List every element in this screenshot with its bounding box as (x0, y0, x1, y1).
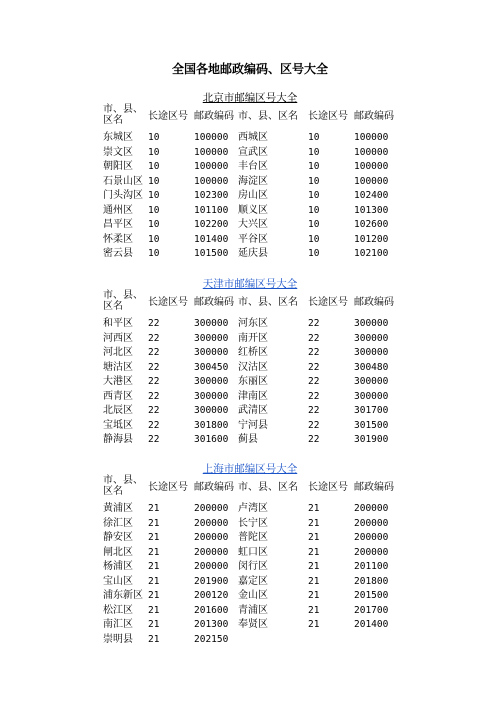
area-code: 21 (308, 517, 320, 529)
postal-code: 201500 (354, 590, 389, 601)
place-name: 延庆县 (238, 248, 268, 259)
header-postal-code-right: 邮政编码 (354, 111, 394, 122)
place-name: 丰台区 (238, 161, 268, 172)
header-place: 市、县、区名 (103, 290, 143, 312)
area-code: 21 (148, 503, 160, 514)
area-code: 10 (148, 190, 160, 201)
area-code: 21 (308, 590, 320, 601)
area-code: 21 (308, 503, 320, 514)
area-code: 22 (148, 419, 160, 431)
header-postal-code: 邮政编码 (194, 111, 234, 122)
place-name: 大港区 (103, 376, 133, 387)
postal-code: 101300 (354, 204, 389, 216)
postal-code: 300000 (194, 405, 229, 416)
postal-code: 201900 (194, 575, 229, 587)
place-name: 青浦区 (238, 604, 268, 616)
area-code: 21 (308, 575, 320, 587)
place-name: 嘉定区 (238, 575, 268, 587)
postal-code: 102600 (354, 219, 389, 230)
place-name: 蓟县 (238, 434, 258, 445)
area-code: 21 (148, 546, 160, 558)
place-name: 东丽区 (238, 376, 268, 387)
place-name: 石景山区 (103, 175, 143, 187)
area-code: 22 (308, 434, 320, 445)
postal-code: 201700 (354, 604, 389, 616)
area-code: 21 (308, 561, 320, 572)
place-name: 黄浦区 (103, 503, 133, 514)
place-name: 汉沽区 (238, 361, 268, 373)
header-postal-code: 邮政编码 (194, 482, 234, 493)
header-area-code-right: 长途区号 (308, 297, 348, 308)
section-title-shanghai[interactable]: 上海市邮编区号大全 (202, 463, 298, 475)
place-name: 宝坻区 (103, 419, 133, 431)
postal-code: 100000 (354, 161, 389, 172)
header-area-code-right: 长途区号 (308, 482, 348, 493)
area-code: 22 (308, 318, 320, 329)
area-code: 10 (308, 204, 320, 216)
area-code: 22 (148, 434, 160, 445)
area-code: 22 (308, 347, 320, 358)
postal-code: 202150 (194, 633, 229, 645)
area-code: 22 (308, 332, 320, 344)
place-name: 顺义区 (238, 204, 268, 216)
postal-code: 101400 (194, 233, 229, 245)
place-name: 浦东新区 (103, 590, 143, 601)
header-area-code-right: 长途区号 (308, 111, 348, 122)
place-name: 崇文区 (103, 146, 133, 158)
postal-code: 200000 (354, 503, 389, 514)
area-code: 22 (148, 318, 160, 329)
place-name: 塘沽区 (103, 361, 133, 373)
postal-code: 101500 (194, 248, 229, 259)
place-name: 朝阳区 (103, 161, 133, 172)
postal-code: 300000 (194, 390, 229, 402)
header-postal-code: 邮政编码 (194, 297, 234, 308)
postal-code: 301700 (354, 405, 389, 416)
area-code: 10 (148, 161, 160, 172)
postal-code: 100000 (194, 132, 229, 143)
place-name: 长宁区 (238, 517, 268, 529)
area-code: 21 (148, 575, 160, 587)
postal-code: 201600 (194, 604, 229, 616)
document-title: 全国各地邮政编码、区号大全 (171, 62, 328, 76)
area-code: 10 (148, 204, 160, 216)
postal-code: 201800 (354, 575, 389, 587)
place-name: 大兴区 (238, 219, 268, 230)
place-name: 杨浦区 (103, 561, 133, 572)
postal-code: 200000 (354, 546, 389, 558)
area-code: 21 (148, 517, 160, 529)
postal-code: 100000 (194, 146, 229, 158)
postal-code: 201300 (194, 619, 229, 630)
place-name: 河北区 (103, 347, 133, 358)
place-name: 怀柔区 (103, 233, 133, 245)
place-name: 平谷区 (238, 233, 268, 245)
place-name: 卢湾区 (238, 503, 268, 514)
area-code: 22 (308, 376, 320, 387)
place-name: 河东区 (238, 318, 268, 329)
place-name: 崇明县 (103, 633, 133, 645)
header-area-code: 长途区号 (148, 482, 188, 493)
place-name: 奉贤区 (238, 619, 268, 630)
postal-code: 102100 (354, 248, 389, 259)
area-code: 10 (148, 175, 160, 187)
place-name: 松江区 (103, 604, 133, 616)
place-name: 津南区 (238, 390, 268, 402)
area-code: 22 (308, 361, 320, 373)
area-code: 22 (148, 390, 160, 402)
postal-code: 300000 (354, 376, 389, 387)
header-postal-code-right: 邮政编码 (354, 297, 394, 308)
postal-code: 200000 (194, 503, 229, 514)
place-name: 西城区 (238, 132, 268, 143)
area-code: 22 (148, 347, 160, 358)
area-code: 10 (308, 175, 320, 187)
postal-code: 300000 (194, 347, 229, 358)
area-code: 22 (148, 405, 160, 416)
postal-code: 200000 (194, 546, 229, 558)
place-name: 门头沟区 (103, 190, 143, 201)
area-code: 21 (148, 561, 160, 572)
place-name: 密云县 (103, 248, 133, 259)
area-code: 21 (148, 633, 160, 645)
postal-code: 300000 (354, 332, 389, 344)
postal-code: 300000 (354, 347, 389, 358)
area-code: 10 (308, 132, 320, 143)
place-name: 通州区 (103, 204, 133, 216)
place-name: 静安区 (103, 532, 133, 543)
area-code: 10 (308, 233, 320, 245)
area-code: 10 (308, 190, 320, 201)
place-name: 和平区 (103, 318, 133, 329)
postal-code: 102200 (194, 219, 229, 230)
area-code: 21 (148, 619, 160, 630)
place-name: 武清区 (238, 405, 268, 416)
place-name: 海淀区 (238, 175, 268, 187)
header-postal-code-right: 邮政编码 (354, 482, 394, 493)
postal-code: 100000 (194, 161, 229, 172)
postal-code: 200000 (354, 532, 389, 543)
postal-code: 300000 (194, 332, 229, 344)
place-name: 南开区 (238, 332, 268, 344)
place-name: 宁河县 (238, 419, 268, 431)
place-name: 闵行区 (238, 561, 268, 572)
postal-code: 300000 (194, 318, 229, 329)
postal-code: 301800 (194, 419, 229, 431)
postal-code: 300000 (194, 376, 229, 387)
place-name: 西青区 (103, 390, 133, 402)
area-code: 22 (148, 361, 160, 373)
place-name: 昌平区 (103, 219, 133, 230)
postal-code: 200000 (194, 517, 229, 529)
area-code: 22 (308, 390, 320, 402)
place-name: 普陀区 (238, 532, 268, 543)
header-place-right: 市、县、区名 (238, 111, 298, 122)
header-place-right: 市、县、区名 (238, 297, 298, 308)
area-code: 22 (308, 405, 320, 416)
place-name: 房山区 (238, 190, 268, 201)
header-area-code: 长途区号 (148, 297, 188, 308)
postal-code: 300000 (354, 318, 389, 329)
place-name: 宝山区 (103, 575, 133, 587)
area-code: 10 (148, 248, 160, 259)
area-code: 10 (308, 146, 320, 158)
postal-code: 201400 (354, 619, 389, 630)
place-name: 河西区 (103, 332, 133, 344)
postal-code: 201100 (354, 561, 389, 572)
place-name: 静海县 (103, 434, 133, 445)
postal-code: 100000 (354, 132, 389, 143)
area-code: 21 (308, 532, 320, 543)
place-name: 北辰区 (103, 405, 133, 416)
postal-code: 200000 (194, 532, 229, 543)
area-code: 10 (148, 132, 160, 143)
postal-code: 100000 (354, 175, 389, 187)
postal-code: 301900 (354, 434, 389, 445)
postal-code: 102400 (354, 190, 389, 201)
area-code: 10 (148, 219, 160, 230)
area-code: 22 (148, 376, 160, 387)
area-code: 22 (148, 332, 160, 344)
area-code: 21 (148, 604, 160, 616)
area-code: 21 (308, 546, 320, 558)
area-code: 21 (308, 604, 320, 616)
place-name: 虹口区 (238, 546, 268, 558)
place-name: 红桥区 (238, 347, 268, 358)
postal-code: 200000 (354, 517, 389, 529)
area-code: 21 (148, 532, 160, 543)
postal-code: 301600 (194, 434, 229, 445)
place-name: 金山区 (238, 590, 268, 601)
header-place: 市、县、区名 (103, 104, 143, 126)
postal-code: 100000 (354, 146, 389, 158)
area-code: 21 (148, 590, 160, 601)
postal-code: 100000 (194, 175, 229, 187)
place-name: 南汇区 (103, 619, 133, 630)
area-code: 10 (148, 233, 160, 245)
place-name: 宣武区 (238, 146, 268, 158)
area-code: 10 (148, 146, 160, 158)
place-name: 徐汇区 (103, 517, 133, 529)
area-code: 10 (308, 248, 320, 259)
place-name: 东城区 (103, 132, 133, 143)
area-code: 22 (308, 419, 320, 431)
section-title-tianjin[interactable]: 天津市邮编区号大全 (202, 278, 298, 290)
postal-code: 102300 (194, 190, 229, 201)
header-place-right: 市、县、区名 (238, 482, 298, 493)
postal-code: 200120 (194, 590, 229, 601)
header-place: 市、县、区名 (103, 475, 143, 497)
postal-code: 200000 (194, 561, 229, 572)
header-area-code: 长途区号 (148, 111, 188, 122)
area-code: 21 (308, 619, 320, 630)
section-title-beijing[interactable]: 北京市邮编区号大全 (202, 92, 298, 104)
postal-code: 300000 (354, 390, 389, 402)
postal-code: 300480 (354, 361, 389, 373)
place-name: 闸北区 (103, 546, 133, 558)
postal-code: 301500 (354, 419, 389, 431)
area-code: 10 (308, 161, 320, 172)
postal-code: 300450 (194, 361, 229, 373)
area-code: 10 (308, 219, 320, 230)
postal-code: 101100 (194, 204, 229, 216)
postal-code: 101200 (354, 233, 389, 245)
